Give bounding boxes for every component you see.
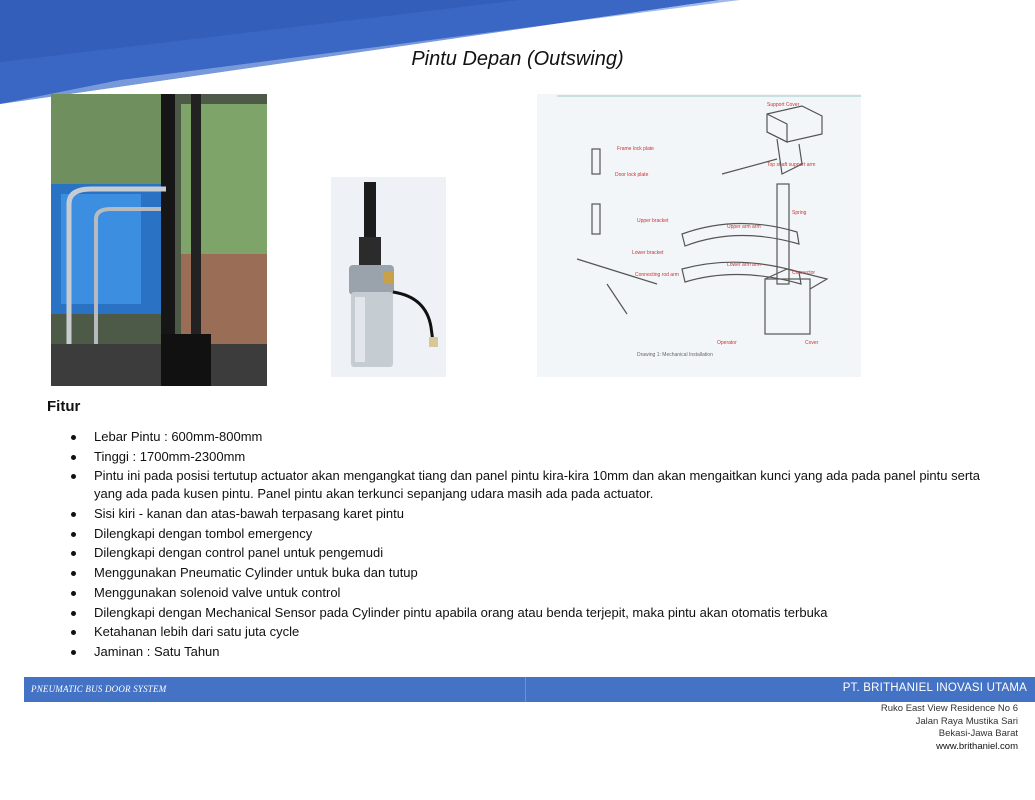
bus-door-interior-photo	[51, 94, 267, 386]
svg-text:Top shaft support arm: Top shaft support arm	[767, 162, 816, 168]
feature-item: Tinggi : 1700mm-2300mm	[70, 448, 1010, 466]
features-list	[70, 428, 1010, 663]
svg-text:Support Cover: Support Cover	[767, 102, 800, 108]
svg-text:Operator: Operator	[717, 340, 737, 346]
company-address	[881, 703, 1018, 753]
feature-item: Jaminan : Satu Tahun	[70, 643, 1010, 661]
svg-text:Lower bracket: Lower bracket	[632, 250, 664, 256]
feature-item: Menggunakan solenoid valve untuk control	[70, 584, 1010, 602]
address-line: Bekasi-Jawa Barat	[938, 728, 1018, 740]
footer-product-name: PNEUMATIC BUS DOOR SYSTEM	[31, 684, 167, 694]
footer-divider	[525, 677, 526, 702]
feature-item: Dilengkapi dengan tombol emergency	[70, 525, 1010, 543]
svg-text:Door lock plate: Door lock plate	[615, 172, 649, 178]
feature-item: Dilengkapi dengan Mechanical Sensor pada Cylinder pintu apabila orang atau benda terjepit, maka pintu akan otomatis terbuka	[70, 604, 1010, 622]
footer-bar	[24, 677, 1035, 702]
svg-text:Spring: Spring	[792, 210, 807, 216]
feature-item: Menggunakan Pneumatic Cylinder untuk buka dan tutup	[70, 564, 1010, 582]
feature-item: Dilengkapi dengan control panel untuk pengemudi	[70, 544, 1010, 562]
feature-item: Pintu ini pada posisi tertutup actuator akan mengangkat tiang dan panel pintu kira-kira 10mm dan akan mengaitkan kunci yang ada pada panel pintu serta yang ada pada kusen pintu. Panel pintu akan terkunci sepanjang udara masih ada pada actuator.	[70, 467, 1010, 503]
mechanical-installation-diagram	[537, 94, 861, 377]
svg-text:Upper arm arm: Upper arm arm	[727, 224, 761, 230]
pneumatic-actuator-photo	[331, 177, 446, 377]
page-title: Pintu Depan (Outswing)	[411, 48, 624, 70]
svg-text:Cover: Cover	[805, 340, 819, 346]
svg-text:Connecting rod arm: Connecting rod arm	[635, 272, 679, 278]
svg-text:Frame lock plate: Frame lock plate	[617, 146, 654, 152]
address-line: Jalan Raya Mustika Sari	[915, 715, 1018, 727]
svg-text:Upper bracket: Upper bracket	[637, 218, 669, 224]
feature-item: Lebar Pintu : 600mm-800mm	[70, 428, 1010, 446]
feature-item: Ketahanan lebih dari satu juta cycle	[70, 623, 1010, 641]
svg-text:Drawing 1: Mechanical Installa: Drawing 1: Mechanical Installation	[637, 352, 713, 358]
svg-text:Lower arm arm: Lower arm arm	[727, 262, 761, 268]
website-link[interactable]: www.brithaniel.com	[936, 740, 1018, 752]
footer-company-name: PT. BRITHANIEL INOVASI UTAMA	[842, 682, 1027, 694]
features-heading: Fitur	[47, 398, 81, 415]
feature-item: Sisi kiri - kanan dan atas-bawah terpasang karet pintu	[70, 505, 1010, 523]
address-line: Ruko East View Residence No 6	[880, 703, 1018, 714]
svg-text:Connector: Connector	[792, 270, 816, 276]
